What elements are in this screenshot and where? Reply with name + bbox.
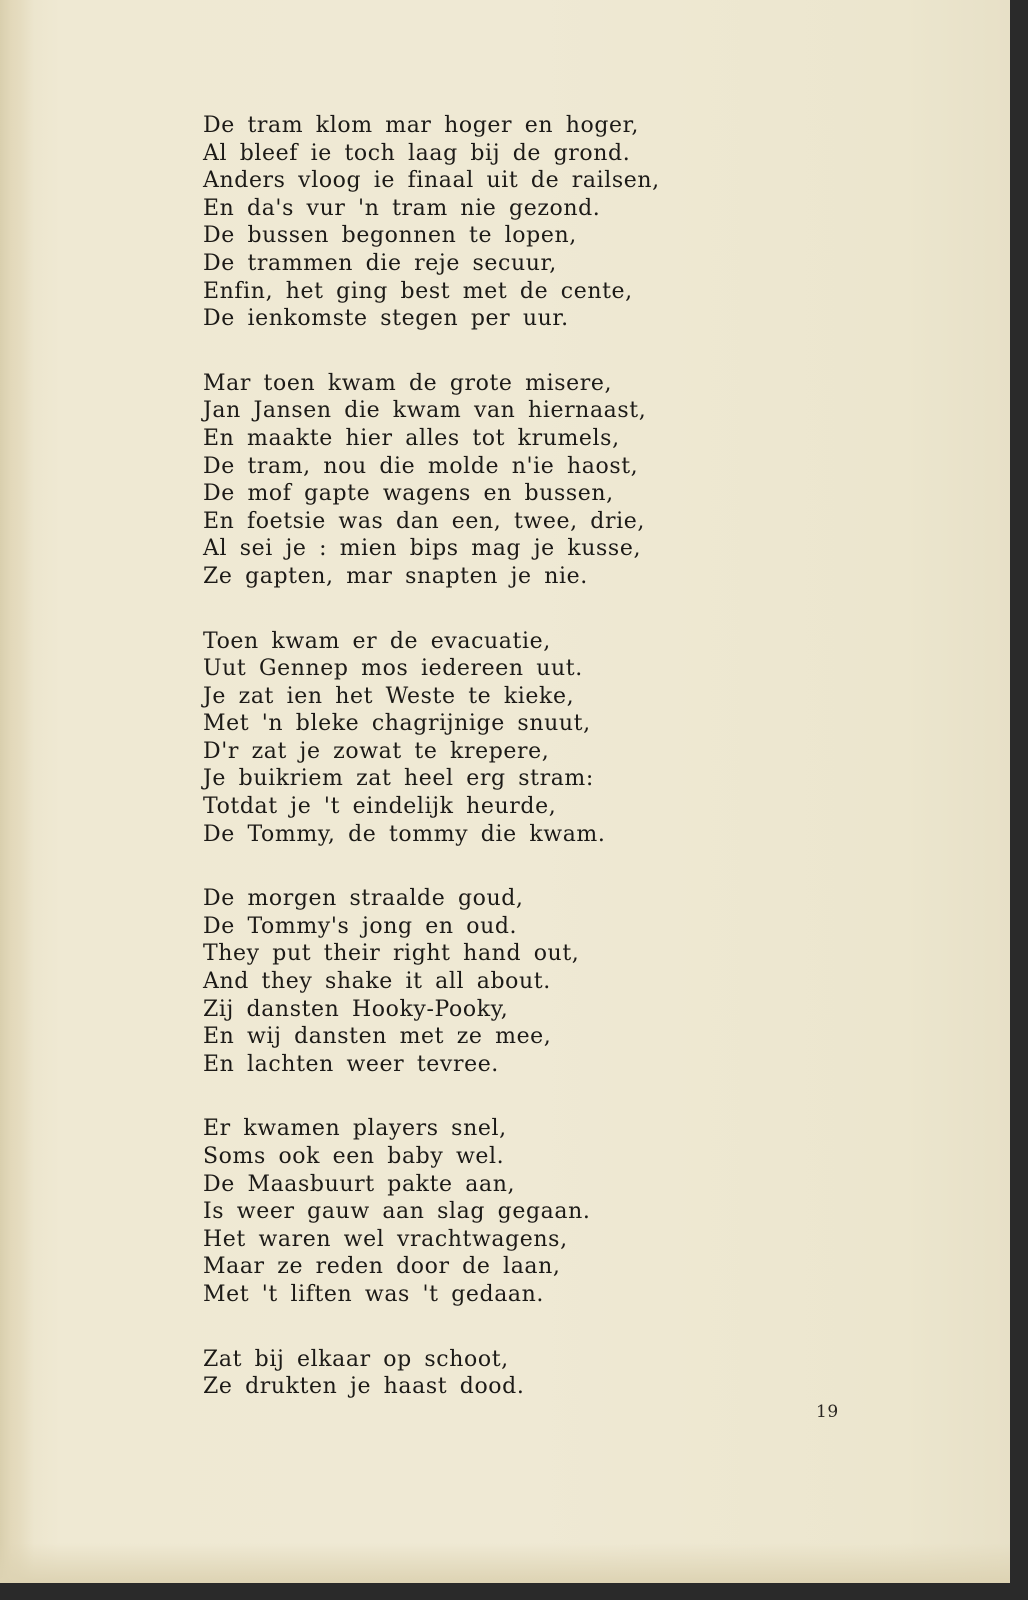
stanza-3 [203,628,723,849]
poem-line: De Tommy, de tommy die kwam. [203,821,606,847]
poem-line: Totdat je 't eindelijk heurde, [203,794,557,820]
poem-line: De tram klom mar hoger en hoger, [203,113,639,138]
stanza-5 [203,1115,723,1308]
poem-line: Er kwamen players snel, [203,1116,507,1142]
poem-line: They put their right hand out, [203,941,580,967]
stanza-6 [203,1346,723,1401]
poem-line: De Maasbuurt pakte aan, [203,1171,516,1197]
poem-line: Met 'n bleke chagrijnige snuut, [203,711,591,737]
page-bottom-shadow [0,1543,1010,1583]
poem-line: Al sei je : mien bips mag je kusse, [203,536,642,562]
poem-line: Zij dansten Hooky-Pooky, [203,996,509,1022]
stanza-1 [203,112,723,333]
poem-line: Toen kwam er de evacuatie, [203,628,551,654]
poem-line: Mar toen kwam de grote misere, [203,370,613,396]
poem-line: Uut Gennep mos iedereen uut. [203,656,583,682]
poem-line: De morgen straalde goud, [203,886,524,912]
stanza-4 [203,885,723,1078]
poem-line: En foetsie was dan een, twee, drie, [203,508,645,534]
poem-line: Al bleef ie toch laag bij de grond. [203,140,631,166]
poem-line: De tram, nou die molde n'ie haost, [203,453,639,479]
poem-line: Maar ze reden door de laan, [203,1254,561,1280]
poem-line: Met 't liften was 't gedaan. [203,1281,544,1307]
page-number: 19 [816,1402,839,1422]
poem-line: Enfin, het ging best met de cente, [203,278,633,304]
poem-line: Anders vloog ie finaal uit de railsen, [203,168,660,194]
poem-line: Is weer gauw aan slag gegaan. [203,1199,591,1225]
page-edge-shadow [0,0,34,1583]
poem-line: Zat bij elkaar op schoot, [203,1346,509,1372]
poem-line: Je buikriem zat heel erg stram: [203,766,594,792]
poem-line: En da's vur 'n tram nie gezond. [203,195,601,221]
poem-line: Soms ook een baby wel. [203,1144,505,1169]
poem-line: De Tommy's jong en oud. [203,913,518,939]
poem-line: En wij dansten met ze mee, [203,1024,552,1050]
poem-line: Het waren wel vrachtwagens, [203,1226,568,1252]
poem-line: Jan Jansen die kwam van hiernaast, [203,398,647,424]
poem-line: En lachten weer tevree. [203,1051,499,1077]
poem-line: Ze drukten je haast dood. [203,1374,525,1400]
poem-line: De mof gapte wagens en bussen, [203,481,614,507]
poem-line: Ze gapten, mar snapten je nie. [203,563,588,589]
poem-line: D'r zat je zowat te krepere, [203,738,550,764]
stanza-2 [203,370,723,591]
poem-line: De trammen die reje secuur, [203,250,557,276]
poem-line: Je zat ien het Weste te kieke, [203,683,575,709]
poem-line: And they shake it all about. [203,969,551,995]
poem-line: De ienkomste stegen per uur. [203,306,569,332]
poem-line: De bussen begonnen te lopen, [203,223,577,249]
poem-line: En maakte hier alles tot krumels, [203,425,620,451]
poem-body [203,112,723,1438]
